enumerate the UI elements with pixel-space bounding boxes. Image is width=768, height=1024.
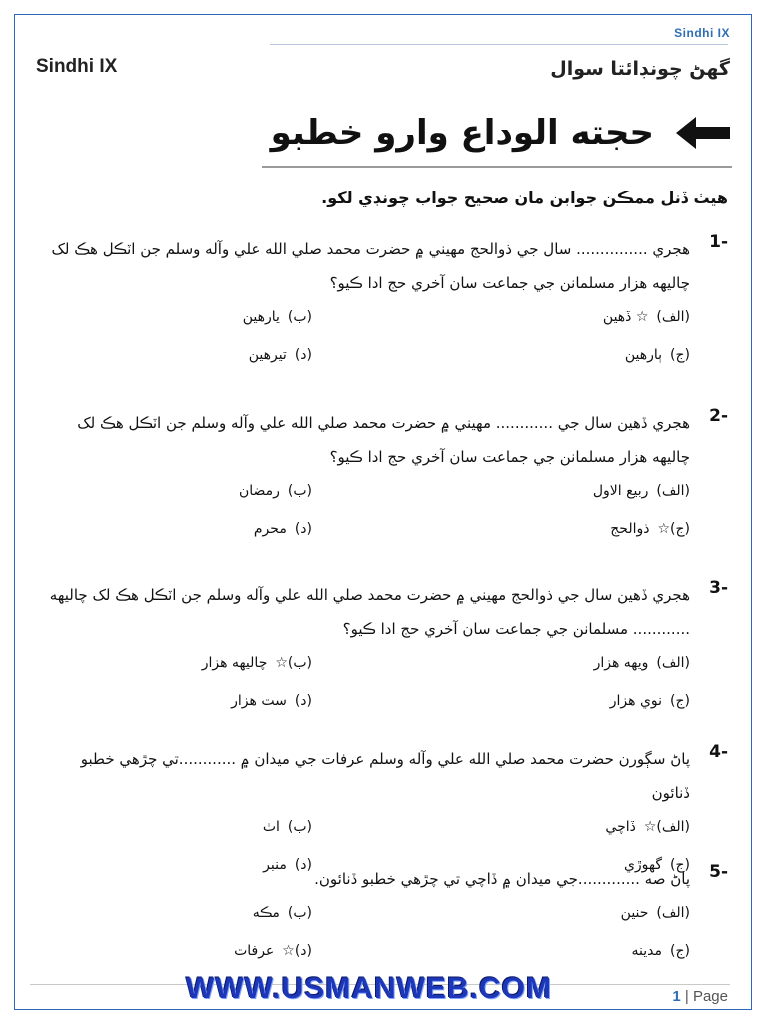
option-4[interactable]: [38, 342, 364, 368]
question-stem: [38, 232, 728, 300]
option-letter: (ب): [287, 819, 312, 835]
question-number: -3: [709, 578, 728, 598]
question-text: هجري ڏهين سال جي ذوالحج مهيني ۾ حضرت محمد صلي الله علي وآله وسلم جن اٽڪل هڪ لک چاليهه ............ مسلمانن جي جماعت سان آخري حج ادا ڪيو؟: [49, 586, 690, 638]
question-text: پاڻ سڳورن حضرت محمد صلي الله علي وآله وسلم عرفات جي ميدان ۾ ............تي چڙهي خطبو ڏنائون: [80, 750, 690, 802]
option-letter: (د): [294, 347, 312, 363]
option-text: مڪه: [252, 905, 280, 921]
question-number: -1: [709, 232, 728, 252]
option-2[interactable]: [38, 814, 364, 840]
option-3[interactable]: [364, 342, 690, 368]
option-3[interactable]: [364, 938, 690, 964]
option-letter: (الف): [656, 309, 690, 325]
question-2: [38, 406, 728, 542]
page-number-value: 1: [672, 988, 681, 1005]
option-text: چاليهه هزار: [201, 655, 268, 671]
question-text: هجري ڏهين سال جي ............ مهيني ۾ حضرت محمد صلي الله علي وآله وسلم جن اٽڪل هڪ لک چاليهه هزار مسلمانن جي جماعت سان آخري حج ادا ڪيو؟: [77, 414, 690, 466]
option-4[interactable]: [38, 516, 364, 542]
option-text: عرفات: [234, 943, 275, 959]
option-text: محرم: [253, 521, 287, 537]
option-letter: (د): [294, 693, 312, 709]
page-number: [672, 988, 728, 1005]
question-5: [38, 862, 728, 964]
option-2[interactable]: [38, 304, 364, 330]
option-text: حنين: [620, 905, 649, 921]
option-1[interactable]: [364, 478, 690, 504]
option-1[interactable]: [364, 814, 690, 840]
question-stem: [38, 406, 728, 474]
option-letter: (ج): [670, 347, 690, 363]
instruction: هيٺ ڏنل ممڪن جوابن مان صحيح جواب چونڊي لکو.: [321, 188, 728, 207]
option-text: مدينه: [631, 943, 663, 959]
lesson-title: حجته الوداع وارو خطبو: [270, 113, 654, 153]
option-text: رمضان: [238, 483, 280, 499]
option-text: منبر: [263, 857, 287, 873]
option-4[interactable]: [38, 938, 364, 964]
option-letter: (الف)☆: [643, 819, 690, 835]
option-1[interactable]: [364, 900, 690, 926]
option-text: ربيع الاول: [592, 483, 649, 499]
options-grid: [38, 304, 690, 368]
option-letter: (ب): [287, 309, 312, 325]
question-text: پاڻ صه .............جي ميدان ۾ ڏاچي تي چڙهي خطبو ڏنائون.: [314, 870, 690, 888]
question-stem: [38, 578, 728, 646]
option-text: يارهين: [242, 309, 280, 325]
options-grid: [38, 900, 690, 964]
option-text: گهوڙي: [623, 857, 663, 873]
option-text: ويهه هزار: [593, 655, 649, 671]
header-rule: [270, 44, 728, 45]
option-2[interactable]: [38, 650, 364, 676]
section-label: گهڻ چونڊائتا سوال: [550, 58, 730, 80]
option-letter: (ج): [670, 857, 690, 873]
left-arrow-icon: [674, 115, 732, 151]
option-letter: (الف): [656, 655, 690, 671]
option-letter: (ب): [287, 483, 312, 499]
option-2[interactable]: [38, 478, 364, 504]
header-tag: Sindhi IX: [674, 26, 730, 40]
question-1: [38, 232, 728, 368]
option-text: ذوالحج: [610, 521, 650, 537]
question-stem: [38, 742, 728, 810]
option-letter: (ج): [670, 943, 690, 959]
option-1[interactable]: [364, 650, 690, 676]
option-text: نوي هزار: [609, 693, 663, 709]
option-text: ٻارهين: [624, 347, 663, 363]
option-4[interactable]: [38, 688, 364, 714]
options-grid: [38, 650, 690, 714]
question-stem: [38, 862, 728, 896]
option-text: ☆ ڏهين: [602, 309, 649, 325]
option-3[interactable]: [364, 516, 690, 542]
question-text: هجري ............... سال جي ذوالحج مهيني ۾ حضرت محمد صلي الله علي وآله وسلم جن اٽڪل هڪ لک چاليهه هزار مسلمانن جي جماعت سان آخري حج ادا ڪيو؟: [51, 240, 690, 292]
page-label: | Page: [684, 988, 728, 1005]
title-bar: [262, 100, 732, 168]
option-letter: (د)☆: [282, 943, 312, 959]
question-number: -5: [709, 862, 728, 882]
option-text: ست هزار: [231, 693, 287, 709]
option-3[interactable]: [364, 688, 690, 714]
option-text: تيرهين: [248, 347, 287, 363]
option-letter: (الف): [656, 483, 690, 499]
option-letter: (الف): [656, 905, 690, 921]
option-text: ڏاچي: [605, 819, 636, 835]
question-4: [38, 742, 728, 878]
option-letter: (د): [294, 857, 312, 873]
question-3: [38, 578, 728, 714]
option-letter: (ب): [287, 905, 312, 921]
question-number: -4: [709, 742, 728, 762]
option-text: اٺ: [262, 819, 280, 835]
option-2[interactable]: [38, 900, 364, 926]
site-link[interactable]: WWW.USMANWEB.COM: [186, 972, 552, 1005]
option-1[interactable]: [364, 304, 690, 330]
options-grid: [38, 478, 690, 542]
option-letter: (د): [294, 521, 312, 537]
option-letter: (ب)☆: [275, 655, 312, 671]
subject-label: Sindhi IX: [36, 56, 118, 77]
question-number: -2: [709, 406, 728, 426]
option-letter: (ج): [670, 693, 690, 709]
option-letter: (ج)☆: [657, 521, 690, 537]
